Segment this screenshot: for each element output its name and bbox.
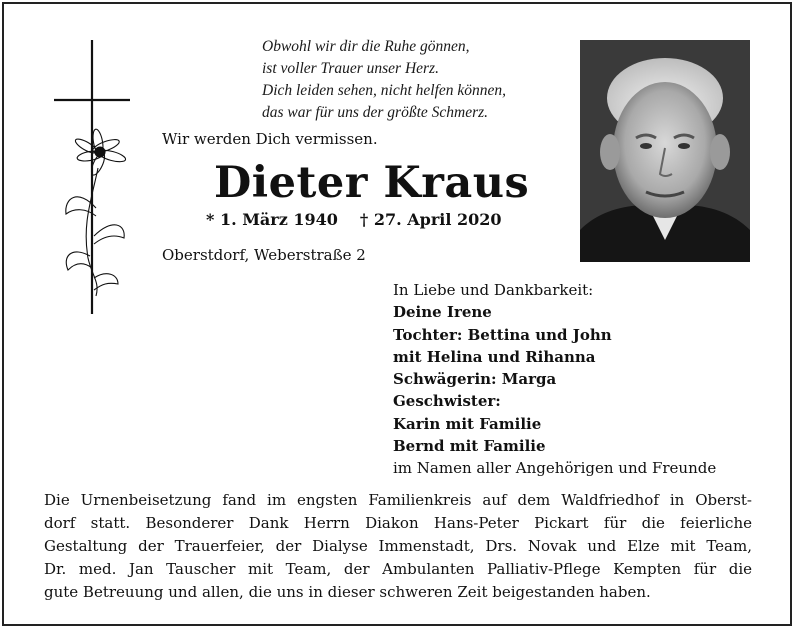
portrait-photo bbox=[580, 40, 750, 262]
mourner-line: Tochter: Bettina und John bbox=[393, 325, 612, 344]
closing-paragraph bbox=[44, 489, 752, 604]
miss-line: Wir werden Dich vermissen. bbox=[162, 130, 378, 148]
mourners-intro: In Liebe und Dankbarkeit: bbox=[393, 281, 594, 299]
mourners-outro: im Namen aller Angehörigen und Freunde bbox=[393, 459, 717, 478]
poem-line: ist voller Trauer unser Herz. bbox=[262, 60, 439, 77]
closing-line: Die Urnenbeisetzung fand im engsten Familienkreis auf dem Waldfriedhof in Oberst- bbox=[44, 491, 752, 509]
birth-date: * 1. März 1940 bbox=[206, 210, 338, 229]
poem-line: Dich leiden sehen, nicht helfen können, bbox=[262, 82, 507, 99]
mourner-line: Deine Irene bbox=[393, 303, 492, 322]
mourner-line: Schwägerin: Marga bbox=[393, 370, 557, 389]
closing-line: dorf statt. Besonderer Dank Herrn Diakon Hans-Peter Pickart für die feierliche bbox=[44, 514, 752, 532]
mourner-line: Geschwister: bbox=[393, 392, 501, 411]
death-date: † 27. April 2020 bbox=[359, 210, 502, 229]
mourner-line: Karin mit Familie bbox=[393, 414, 542, 433]
poem-line: Obwohl wir dir die Ruhe gönnen, bbox=[262, 38, 470, 55]
life-dates bbox=[206, 210, 524, 229]
mourner-line: mit Helina und Rihanna bbox=[393, 347, 596, 366]
cross-with-edelweiss-icon bbox=[48, 38, 138, 318]
closing-line: Gestaltung der Trauerfeier, der Dialyse Immenstadt, Drs. Novak und Elze mit Team, bbox=[44, 537, 752, 555]
deceased-name: Dieter Kraus bbox=[214, 158, 530, 208]
poem bbox=[262, 36, 506, 124]
mourner-line: Bernd mit Familie bbox=[393, 437, 546, 456]
closing-line: gute Betreuung und allen, die uns in dieser schweren Zeit beigestanden haben. bbox=[44, 583, 651, 601]
poem-line: das war für uns der größte Schmerz. bbox=[262, 104, 489, 121]
closing-line: Dr. med. Jan Tauscher mit Team, der Ambulanten Palliativ-Pflege Kempten für die bbox=[44, 560, 752, 578]
address: Oberstdorf, Weberstraße 2 bbox=[162, 246, 366, 264]
mourners-list bbox=[393, 279, 716, 480]
